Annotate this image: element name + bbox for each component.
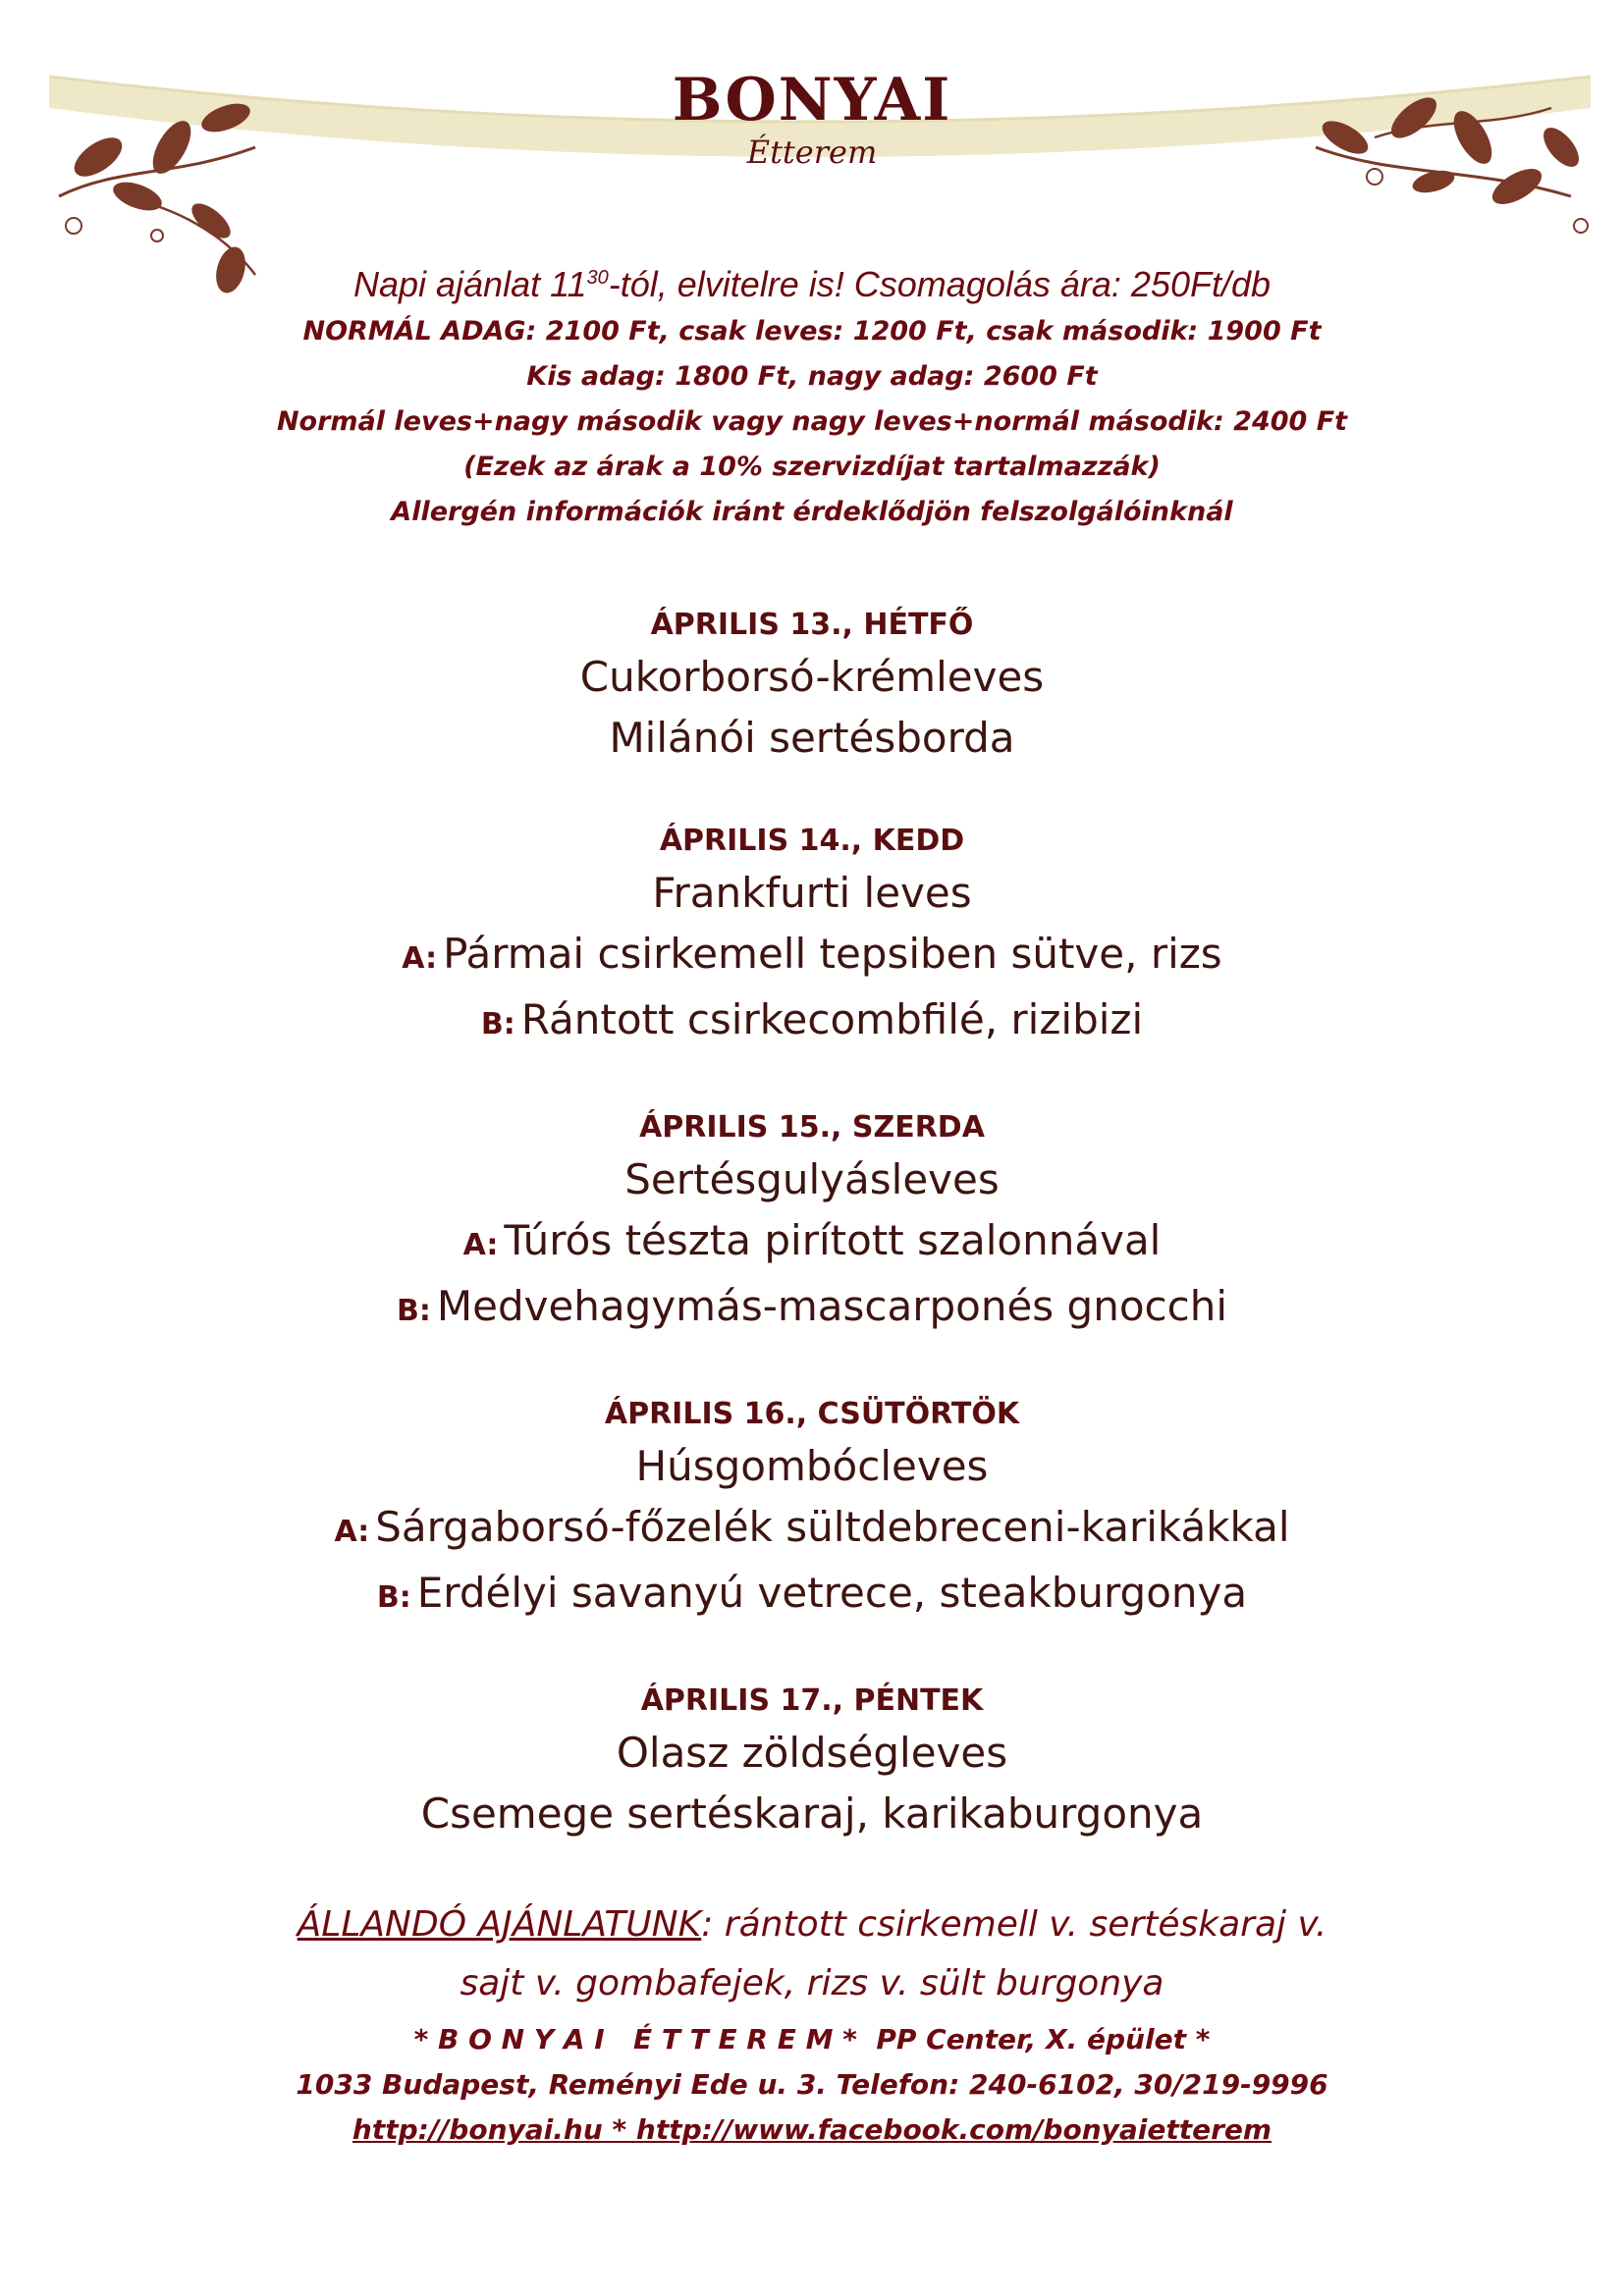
footer-address: 1033 Budapest, Reményi Ede u. 3. Telefon: 240-6102, 30/219-9996 [296, 2068, 1328, 2101]
logo-title: BONYAI [672, 66, 952, 134]
option-b: B: Rántott csirkecombfilé, rizibizi [480, 995, 1144, 1043]
main-dish: Milánói sertésborda [609, 714, 1015, 762]
soup: Sertésgulyásleves [624, 1155, 1000, 1203]
logo-subtitle: Étterem [746, 133, 878, 171]
website-link[interactable]: http://bonyai.hu [352, 2113, 603, 2146]
footer-name: * B O N Y A I É T T E R E M * PP Center, X. épület * [413, 2023, 1211, 2056]
soup: Cukorborsó-krémleves [579, 653, 1045, 701]
standing-offer-text: sajt v. gombafejek, rizs v. sült burgonya [460, 1963, 1164, 2003]
day-title: ÁPRILIS 13., HÉTFŐ [650, 608, 974, 642]
price-small-large: Kis adag: 1800 Ft, nagy adag: 2600 Ft [526, 361, 1098, 392]
day-monday [0, 604, 1624, 769]
footer-links: http://bonyai.hu * http://www.facebook.com/bonyaietterem [352, 2113, 1272, 2146]
day-tuesday [0, 820, 1624, 1055]
footer [0, 2017, 1624, 2153]
weekly-menu [0, 604, 1624, 1844]
option-b: B: Medvehagymás-mascarponés gnocchi [397, 1282, 1227, 1330]
price-combo: Normál leves+nagy második vagy nagy leves+normál második: 2400 Ft [276, 406, 1348, 437]
soup: Olasz zöldségleves [616, 1729, 1008, 1777]
price-note: (Ezek az árak a 10% szervizdíjat tartalmazzák) [463, 452, 1161, 482]
menu-content [0, 253, 1624, 2013]
day-wednesday [0, 1106, 1624, 1342]
option-a: A: Sárgaborsó-főzelék sültdebreceni-karikákkal [334, 1503, 1290, 1551]
day-title: ÁPRILIS 17., PÉNTEK [640, 1683, 984, 1718]
allergen-note: Allergén információk iránt érdeklődjön felszolgálóinknál [391, 497, 1233, 527]
option-a: A: Túrós tészta pirított szalonnával [462, 1216, 1162, 1264]
price-normal: NORMÁL ADAG: 2100 Ft, csak leves: 1200 Ft, csak második: 1900 Ft [302, 316, 1322, 347]
day-title: ÁPRILIS 14., KEDD [659, 824, 965, 858]
day-friday [0, 1680, 1624, 1844]
day-title: ÁPRILIS 15., SZERDA [639, 1110, 985, 1145]
standing-offer: ÁLLANDÓ AJÁNLATUNK: rántott csirkemell v. sertéskaraj v. sajt v. gombafejek, rizs v. sült burgonya [0, 1896, 1624, 2013]
option-b: B: Erdélyi savanyú vetrece, steakburgonya [376, 1569, 1248, 1617]
soup: Húsgombócleves [635, 1442, 989, 1490]
option-a: A: Pármai csirkemell tepsiben sütve, rizs [402, 930, 1222, 978]
standing-offer-label: ÁLLANDÓ AJÁNLATUNK [297, 1904, 702, 1945]
facebook-link[interactable]: http://www.facebook.com/bonyaietterem [635, 2113, 1272, 2146]
soup: Frankfurti leves [652, 869, 972, 917]
main-dish: Csemege sertéskaraj, karikaburgonya [420, 1789, 1204, 1838]
day-thursday [0, 1393, 1624, 1629]
day-title: ÁPRILIS 16., CSÜTÖRTÖK [604, 1397, 1020, 1431]
restaurant-logo [0, 66, 1624, 171]
daily-offer-line: Napi ajánlat $11^{30}$-tól, elvitelre is! Csomagolás ára: 250Ft/db [352, 264, 1272, 304]
